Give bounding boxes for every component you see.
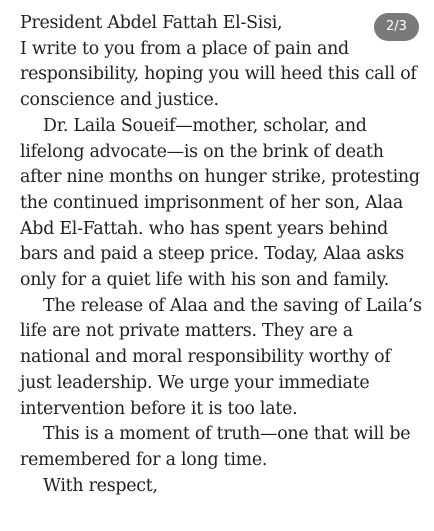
- text-line: national and moral responsibility worthy of: [20, 347, 391, 368]
- page-counter-badge: 2/3: [374, 13, 419, 41]
- text-line: remembered for a long time.: [20, 449, 268, 470]
- paragraph-start-line: This is a moment of truth—one that will be: [43, 424, 411, 445]
- text-line: Abd El-Fattah. who has spent years behind: [20, 218, 389, 239]
- text-line: conscience and justice.: [20, 90, 219, 111]
- text-line: life are not private matters. They are a: [20, 321, 353, 342]
- text-line: I write to you from a place of pain and: [20, 38, 349, 59]
- letter-body: [20, 11, 432, 499]
- text-line: the continued imprisonment of her son, Alaa: [20, 192, 404, 213]
- paragraph-start-line: The release of Alaa and the saving of Laila’s: [43, 295, 422, 316]
- text-line: only for a quiet life with his son and family.: [20, 270, 390, 291]
- text-line: after nine months on hunger strike, protesting: [20, 167, 420, 188]
- text-line: responsibility, hoping you will heed this call of: [20, 64, 417, 85]
- text-line: intervention before it is too late.: [20, 398, 298, 419]
- closing-line: With respect,: [43, 475, 158, 496]
- text-line: bars and paid a steep price. Today, Alaa asks: [20, 244, 405, 265]
- text-line: just leadership. We urge your immediate: [20, 372, 370, 393]
- salutation-line: President Abdel Fattah El-Sisi,: [20, 13, 283, 33]
- paragraph-start-line: Dr. Laila Soueif—mother, scholar, and: [43, 115, 367, 136]
- text-line: lifelong advocate—is on the brink of death: [20, 141, 384, 162]
